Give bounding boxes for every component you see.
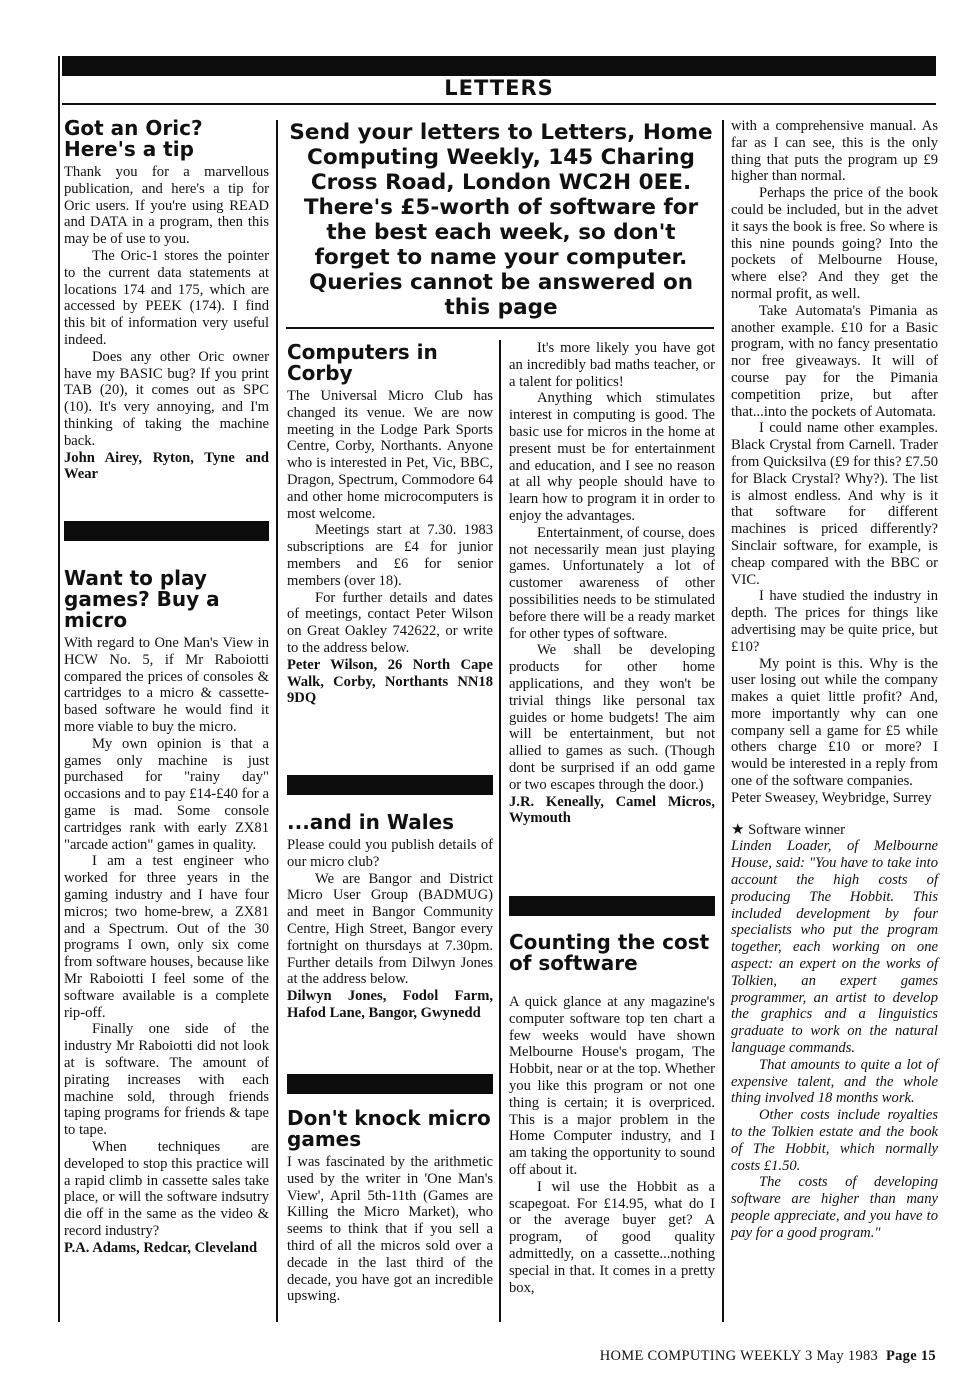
paragraph: Meetings start at 7.30. 1983 subscriptions are £4 for junior members and £6 for senior members (over 18). xyxy=(287,522,493,589)
letter-knock-continued xyxy=(509,340,715,827)
paragraph: Take Automata's Pimania as another example. £10 for a Basic program, with no fancy presentatio nor free giveaways. It will of course pay for the Pimania competition prize, but after that...into the pockets of Automata. xyxy=(731,302,938,420)
letter-body xyxy=(509,340,715,827)
page-title: LETTERS xyxy=(444,76,554,100)
page-number: Page 15 xyxy=(885,1348,936,1364)
letter-heading: Computers in Corby xyxy=(287,340,438,385)
paragraph: Entertainment, of course, does not necessarily mean just playing games. Unfortunately a lot of customer awareness of other possibilities needs to be stimulated before there will be a ready market for other types of software. xyxy=(509,524,715,642)
letter-games xyxy=(64,568,269,1256)
paragraph: Other costs include royalties to the Tolkien estate and the book of The Hobbit, which normally costs £1.50. xyxy=(731,1107,938,1174)
letter-knock xyxy=(287,1108,493,1305)
column-divider-2 xyxy=(499,340,501,1322)
letter-body xyxy=(64,635,269,1256)
letter-cost xyxy=(509,932,715,1296)
paragraph: I am a test engineer who worked for three years in the gaming industry and I have four micros; two home-brew, a ZX81 and a Spectrum. Out of the 30 programs I own, only six come from software houses, because like Mr Raboiotti I feel some of the software available is a complete rip-off. xyxy=(64,853,269,1021)
paragraph: Does any other Oric owner have my BASIC bug? If you print TAB (20), it comes out as SPC (10). It's very annoying, and I'm thinking of taking the machine back. xyxy=(64,348,269,449)
paragraph: Anything which stimulates interest in computing is good. The basic use for micros in the home at present must be for entertainment and education, and I see no reason at all why people should have to learn how to program it in order to enjoy the advantages. xyxy=(509,390,715,524)
paragraph: We are Bangor and District Micro User Group (BADMUG) and meet in Bangor Community Centre, High Street, Bangor every fortnight on thursdays at 7.30pm. Further details from Dilwyn Jones at the address below. xyxy=(287,870,493,988)
paragraph: I have studied the industry in depth. The prices for things like advertising may be quite price, but £10? xyxy=(731,588,938,655)
column-divider-1 xyxy=(276,120,278,1322)
letter-heading: Got an Oric? Here's a tip xyxy=(64,116,203,161)
letter-body xyxy=(64,164,269,483)
paragraph: My own opinion is that a games only machine is just purchased for "rainy day" occasions and to pay £14-£40 for a game is mad. Some console cartridges rank with early ZX81 "arcade action" games in quality. xyxy=(64,735,269,853)
letter-heading: Counting the cost of software xyxy=(509,930,710,975)
winner-label-line xyxy=(731,821,938,839)
page-footer xyxy=(600,1348,936,1365)
paragraph: Please could you publish details of our micro club? xyxy=(287,837,493,870)
column-divider-3 xyxy=(722,120,724,1322)
signature: Peter Wilson, 26 North Cape Walk, Corby, Northants NN18 9DQ xyxy=(287,656,493,707)
letter-body xyxy=(287,388,493,707)
intro-text: Send your letters to Letters, Home Computing Weekly, 145 Charing Cross Road, London WC2H 0EE. There's £5-worth of software for the best each week, so don't forget to name your computer. Queries cannot be answered on this page xyxy=(289,120,713,320)
letter-heading: Don't knock micro games xyxy=(287,1106,491,1151)
letter-body xyxy=(287,1154,493,1305)
letter-heading: Want to play games? Buy a micro xyxy=(64,566,220,632)
intro-box xyxy=(288,120,714,320)
paragraph: A quick glance at any magazine's computer software top ten chart a few weeks would have shown Melbourne House's progam, The Hobbit, near or at the top. Whether you like this program or not one thing is certain; it is overpriced. This is a major problem in the Home Computer industry, and I am taking the opportunity to sound off about it. xyxy=(509,994,715,1178)
signature: J.R. Keneally, Camel Micros, Wymouth xyxy=(509,793,715,827)
paragraph: The Universal Micro Club has changed its venue. We are now meeting in the Lodge Park Sports Centre, Corby, Northants. Anyone who is interested in Pet, Vic, BBC, Dragon, Spectrum, Commodore 64 and other home microcomputers is most welcome. xyxy=(287,388,493,522)
header-rule xyxy=(62,103,936,105)
letter-corby xyxy=(287,342,493,707)
letter-cost-continued xyxy=(731,118,938,1242)
signature: P.A. Adams, Redcar, Cleveland xyxy=(64,1239,258,1256)
winner-label: Software winner xyxy=(748,821,845,838)
star-icon: ★ xyxy=(731,819,745,838)
paragraph: Perhaps the price of the book could be included, but in the advet it says the book is free. So where is this nine pounds going? Into the pockets of Melbourne House, where else? And they get the normal profit, as well. xyxy=(731,185,938,302)
paragraph: Finally one side of the industry Mr Raboiotti did not look at is software. The amount of pirating increases with each machine sold, through friends taping programs for friends & tape to tape. xyxy=(64,1021,269,1139)
section-separator-bar xyxy=(287,1074,493,1094)
paragraph: My point is this. Why is the user losing out while the company makes a quiet little profit? And, more importantly why can one company sell a game for £5 while others charge £10 or more? I would be interested in a reply from one of the software companies. xyxy=(731,655,938,790)
section-separator-bar xyxy=(64,521,269,541)
paragraph: The Oric-1 stores the pointer to the current data statements at locations 174 and 175, which are accessed by PEEK (174). I find this bit of information very useful indeed. xyxy=(64,247,269,348)
section-separator-bar xyxy=(287,775,493,795)
letter-body xyxy=(731,118,938,807)
signature: Peter Sweasey, Weybridge, Surrey xyxy=(731,789,932,806)
paragraph: Linden Loader, of Melbourne House, said: "You have to take into account the high costs of producing The Hobbit. This included development by four specialists who put the program together, each working on one aspect: an expert on the works of Tolkien, an expert games programmer, an artist to develop the graphics and a linguistics graduate to work on the natural language commands. xyxy=(731,838,938,1057)
paragraph: We shall be developing products for other home applications, and they won't be trivial things like personal tax guides or home budgets! The aim will be entertainment, but not allied to games as such. (Though dont be surprised if an odd game or two escapes through the door.) xyxy=(509,642,715,793)
letter-wales xyxy=(287,812,493,1022)
paragraph: With regard to One Man's View in HCW No. 5, if Mr Raboiotti compared the prices of consoles & cartridges to a micro & cassette-based software he would find it more viable to buy the micro. xyxy=(64,635,269,735)
paragraph: I could name other examples. Black Crystal from Carnell. Trader from Quicksilva (£9 for this? £7.50 for Black Crystal? Why?). The list is almost endless. And why is it that software for different machines is priced differently? Sinclair software, for example, is cheap compared with the BBC or VIC. xyxy=(731,420,938,588)
left-border xyxy=(58,56,60,1322)
paragraph: The costs of developing software are higher than many people appreciate, and you have to pay for a good program." xyxy=(731,1174,938,1241)
software-winner xyxy=(731,821,938,1242)
intro-rule xyxy=(286,327,714,329)
paragraph: That amounts to quite a lot of expensive talent, and the whole thing involved 18 months work. xyxy=(731,1056,938,1107)
header-bar xyxy=(62,56,936,76)
paragraph: When techniques are developed to stop this practice will a rapid climb in cassette sales take place, or will the software indsutry die off in the same as the video & record industry? xyxy=(64,1138,269,1239)
paragraph: It's more likely you have got an incredibly bad maths teacher, or a talent for politics! xyxy=(509,340,715,390)
paragraph: with a comprehensive manual. As far as I can see, this is the only thing that puts the program up £9 higher than normal. xyxy=(731,118,938,185)
paragraph: I was fascinated by the arithmetic used by the writer in 'One Man's View', April 5th-11th (Games are Killing the Micro Market), who seems to think that if you sell a third of all the micros sold over a decade in the last third of the decade, you have got an incredible upswing. xyxy=(287,1154,493,1305)
paragraph: For further details and dates of meetings, contact Peter Wilson on Great Oakley 742622, or write to the address below. xyxy=(287,589,493,656)
section-separator-bar xyxy=(509,896,715,916)
paragraph: I wil use the Hobbit as a scapegoat. For £14.95, what do I or the average buyer get? A program, of good quality admittedly, on a cassette...nothing special in that. It comes in a pretty box, xyxy=(509,1178,715,1296)
footer-text: HOME COMPUTING WEEKLY 3 May 1983 xyxy=(599,1348,879,1364)
signature: Dilwyn Jones, Fodol Farm, Hafod Lane, Bangor, Gwynedd xyxy=(287,988,493,1021)
letter-heading: ...and in Wales xyxy=(287,810,455,834)
signature: John Airey, Ryton, Tyne and Wear xyxy=(64,449,269,483)
paragraph: Thank you for a marvellous publication, and here's a tip for Oric users. If you're using READ and DATA in a program, then this may be of use to you. xyxy=(64,164,269,248)
letter-body xyxy=(509,994,715,1296)
letter-oric xyxy=(64,118,269,483)
letter-body xyxy=(287,837,493,1022)
